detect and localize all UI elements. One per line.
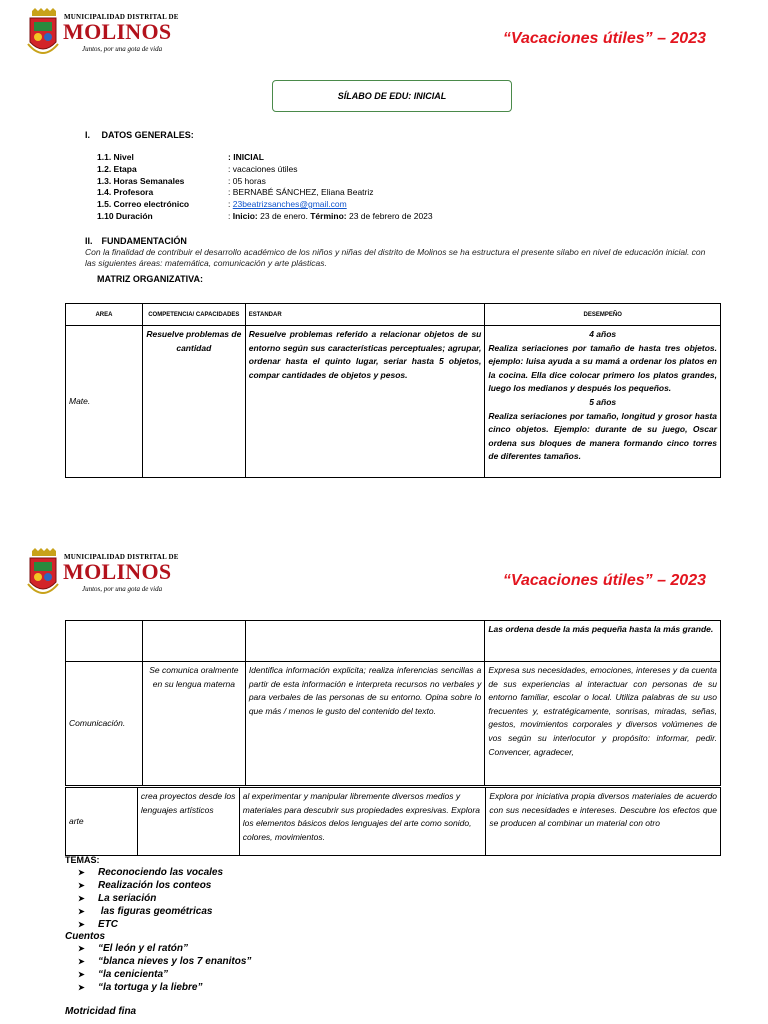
arrow-bullet-icon: ➤	[78, 894, 85, 903]
datos-value: : INICIAL	[228, 152, 264, 162]
list-item: ➤ “blanca nieves y los 7 enanitos”	[78, 956, 252, 967]
fundamentacion-heading	[85, 236, 187, 246]
municipality-seal-icon	[26, 548, 60, 604]
estandar-cell: Resuelve problemas referido a relacionar objetos de su entorno según sus características perceptuales; agrupar, ordenar hasta el quinto lugar, seriar hasta 5 objetos, compar cantidades de objetos y pesos.	[245, 326, 485, 478]
competencia-cell: Resuelve problemas de cantidad	[142, 326, 245, 478]
datos-key: 1.2. Etapa	[97, 164, 137, 174]
datos-value: : Inicio: 23 de enero. Término: 23 de febrero de 2023	[228, 211, 433, 221]
temas-list	[78, 866, 223, 931]
table-row-arte	[66, 788, 721, 856]
arrow-bullet-icon: ➤	[78, 944, 85, 953]
list-item: ➤ las figuras geométricas	[78, 906, 213, 917]
datos-key: 1.10 Duración	[97, 211, 153, 221]
email-link[interactable]: 23beatrizsanches@gmail.com	[232, 199, 347, 209]
estandar-cell: Identifica información explicita; realiza inferencias sencillas a partir de esta información e interpreta recursos no verbales y para verbales de las personas de su entorno. Opina sobre lo que más / menos le gusto del contenido del texto.	[245, 662, 485, 786]
municipality-logo	[26, 8, 179, 68]
datos-value: : BERNABÉ SÁNCHEZ, Eliana Beatriz	[228, 187, 374, 197]
page-title: “Vacaciones útiles” – 2023	[502, 572, 706, 589]
arrow-bullet-icon: ➤	[78, 970, 85, 979]
table-row-continuation	[66, 621, 721, 662]
table-header-row	[66, 304, 721, 326]
silabo-title: SÍLABO DE EDU: INICIAL	[272, 80, 512, 112]
arrow-bullet-icon: ➤	[78, 907, 85, 916]
municipality-top-text: MUNICIPALIDAD DISTRITAL DE	[64, 553, 179, 561]
datos-value: : 05 horas	[228, 176, 266, 186]
header-area: AREA	[66, 304, 143, 326]
desempeno-cell: Explora por iniciativa propia diversos materiales de acuerdo con sus necesidades e intereses. Descubre los efectos que se producen al combinar un material con otro	[486, 788, 721, 856]
fundamentacion-heading-text: FUNDAMENTACIÓN	[101, 236, 187, 246]
arrow-bullet-icon: ➤	[78, 881, 85, 890]
municipality-name: MOLINOS	[63, 559, 172, 584]
arrow-bullet-icon: ➤	[78, 983, 85, 992]
competencia-cell	[142, 621, 245, 662]
cuentos-list	[78, 942, 251, 994]
area-cell	[66, 621, 143, 662]
list-item: ➤ Reconociendo las vocales	[78, 867, 224, 878]
matriz-table-continued	[65, 620, 721, 786]
municipality-top-text: MUNICIPALIDAD DISTRITAL DE	[64, 13, 179, 21]
temas-heading: TEMAS:	[65, 855, 100, 865]
desempeno-cell: Expresa sus necesidades, emociones, intereses y da cuenta de sus experiencias al interactuar con personas de su entorno familiar, escolar o local. Utiliza palabras de su uso frecuentes y, estratégicamente, sonrisas, miradas, señas, gestos, movimientos corporales y diversos volúmenes de vos según su interlocutor y propósito: informar, pedir. Convencer, agradecer,	[485, 662, 721, 786]
table-row-mate	[66, 326, 721, 478]
datos-heading	[85, 130, 194, 140]
municipality-logo	[26, 548, 179, 608]
desempeno-text: Realiza seriaciones por tamaño de hasta tres objetos. ejemplo: luisa ayuda a su mamá a ordenar los platos en la cocina. Ella dice colocar primero los platos grandes, luego los medianos y después los pequeños.	[488, 342, 717, 394]
area-cell: Mate.	[66, 326, 143, 478]
header-competencia: COMPETENCIA/ CAPACIDADES	[142, 304, 245, 326]
list-item: ➤ “la cenicienta”	[78, 969, 169, 980]
page-title: “Vacaciones útiles” – 2023	[502, 30, 706, 47]
matriz-table	[65, 303, 721, 478]
header-estandar: ESTANDAR	[245, 304, 485, 326]
datos-key: 1.3. Horas Semanales	[97, 176, 185, 186]
datos-value: : 23beatrizsanches@gmail.com	[228, 199, 347, 209]
area-cell: Comunicación.	[66, 662, 143, 786]
table-row-comunicacion	[66, 662, 721, 786]
datos-value: : vacaciones útiles	[228, 164, 298, 174]
list-item: ➤ “la tortuga y la liebre”	[78, 982, 203, 993]
competencia-cell: crea proyectos desde los lenguajes artísticos	[137, 788, 239, 856]
area-cell: arte	[66, 788, 138, 856]
fundamentacion-text: Con la finalidad de contribuir el desarrollo académico de los niños y niñas del distrito de Molinos se ha estructura el presente silabo en nivel de educación inicial. con las siguientes áreas: matemática, comunicación y arte plásticas.	[85, 247, 706, 268]
datos-key: 1.1. Nivel	[97, 152, 134, 162]
list-item: ➤ La seriación	[78, 893, 157, 904]
arrow-bullet-icon: ➤	[78, 920, 85, 929]
motricidad-heading: Motricidad fina	[65, 1006, 137, 1017]
fundamentacion-heading-num: II.	[85, 236, 93, 246]
competencia-cell: Se comunica oralmente en su lengua materna	[142, 662, 245, 786]
estandar-cell	[245, 621, 485, 662]
age-label: 5 años	[589, 396, 617, 407]
datos-key: 1.5. Correo electrónico	[97, 199, 190, 209]
cuentos-heading: Cuentos	[65, 931, 105, 942]
estandar-cell: al experimentar y manipular libremente diversos medios y materiales para descubrir sus propiedades expresivas. Explora los elementos básicos delos lenguajes del arte como sonido, colores, movimientos.	[239, 788, 486, 856]
list-item: ➤ “El león y el ratón”	[78, 943, 189, 954]
matriz-heading: MATRIZ ORGANIZATIVA:	[97, 274, 203, 284]
list-item: ➤ ETC	[78, 919, 118, 930]
datos-key: 1.4. Profesora	[97, 187, 154, 197]
desempeno-cell: Las ordena desde la más pequeña hasta la más grande.	[485, 621, 721, 662]
datos-heading-num: I.	[85, 130, 91, 140]
arrow-bullet-icon: ➤	[78, 868, 85, 877]
desempeno-cell	[485, 326, 721, 478]
list-item: ➤ Realización los conteos	[78, 880, 212, 891]
datos-heading-text: DATOS GENERALES:	[101, 130, 194, 140]
municipality-name: MOLINOS	[63, 19, 172, 44]
age-label: 4 años	[589, 329, 617, 339]
arte-table	[65, 787, 721, 856]
arrow-bullet-icon: ➤	[78, 957, 85, 966]
desempeno-text: Realiza seriaciones por tamaño, longitud y grosor hasta cinco objetos. Ejemplo: durante de su juego, Oscar ordena sus bloques de manera formando cinco torres de diferentes tamaños.	[488, 410, 717, 462]
municipality-motto: Juntos, por una gota de vida	[82, 585, 163, 593]
municipality-seal-icon	[26, 8, 60, 64]
header-desempeno: DESEMPEÑO	[485, 304, 721, 326]
municipality-motto: Juntos, por una gota de vida	[82, 45, 163, 53]
